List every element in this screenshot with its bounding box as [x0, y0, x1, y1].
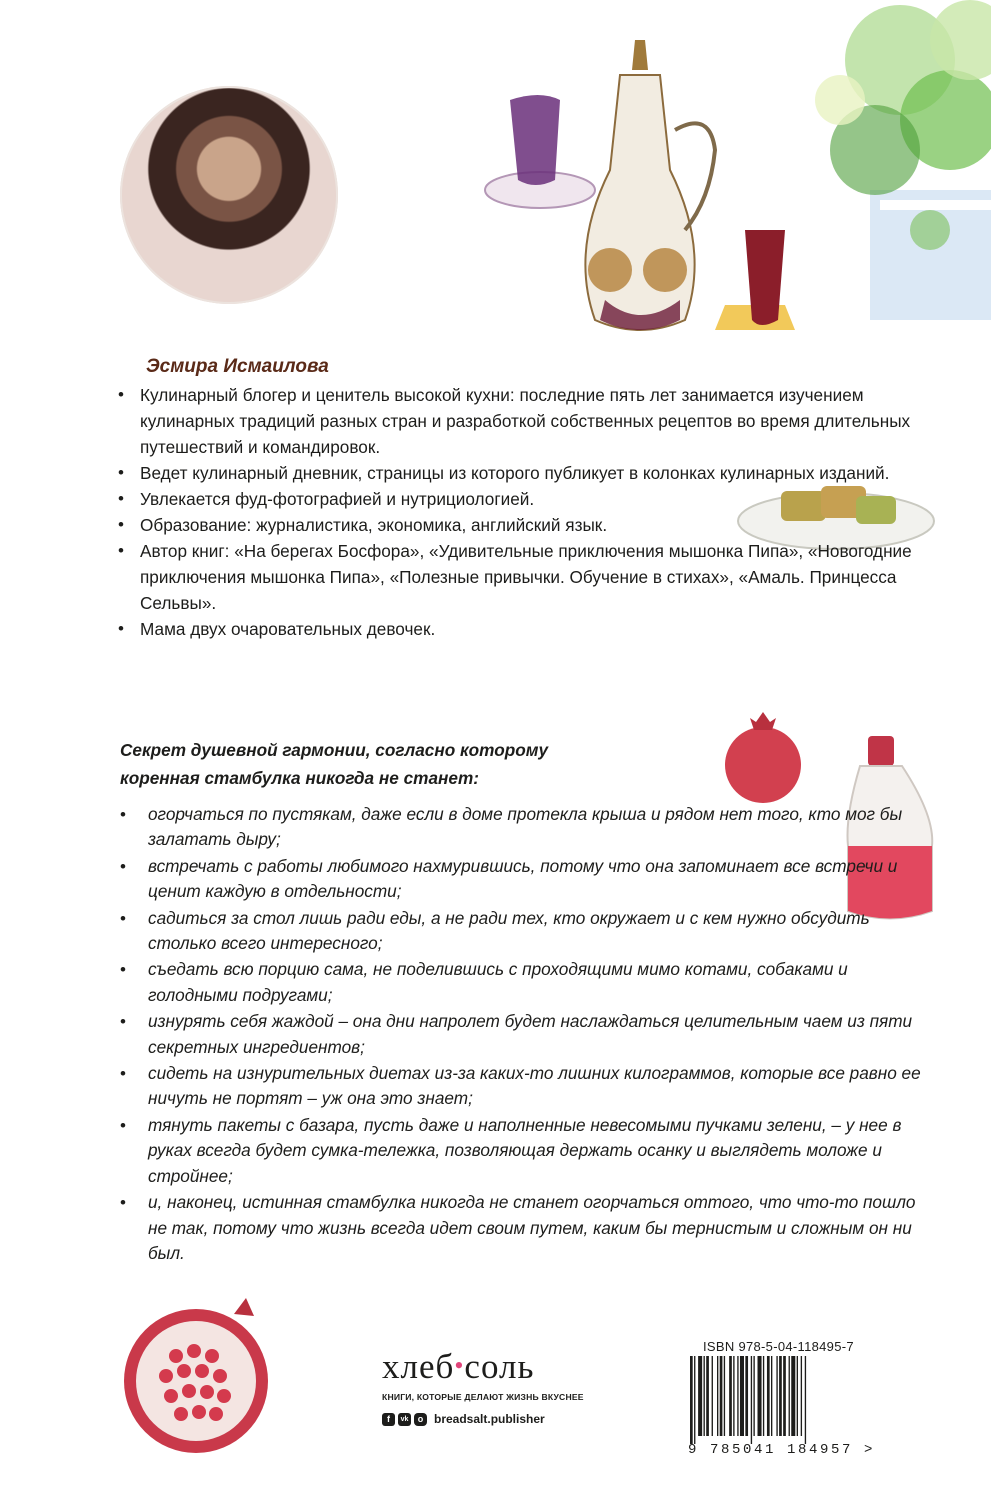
- barcode-bar: [720, 1356, 723, 1436]
- secret-heading: [120, 736, 680, 792]
- secret-heading-line: коренная стамбулка никогда не станет:: [120, 768, 479, 788]
- bio-item: • Увлекается фуд-фотографией и нутрициологией.: [118, 486, 938, 512]
- pomegranate-illustration: [718, 710, 808, 810]
- greenery-illustration: [780, 0, 991, 330]
- author-photo: [120, 86, 338, 304]
- barcode-bar: [717, 1356, 718, 1436]
- barcode-bar: [783, 1356, 786, 1436]
- barcode-bar: [789, 1356, 790, 1436]
- vk-icon: vk: [398, 1413, 411, 1426]
- barcode-digits: 9 785041 184957 >: [688, 1442, 876, 1458]
- barcode-bar: [763, 1356, 764, 1436]
- publisher-logo-dot: •: [454, 1351, 465, 1380]
- barcode-bar: [805, 1356, 806, 1444]
- barcode-bar: [690, 1356, 693, 1444]
- tea-set-illustration: [470, 30, 800, 350]
- barcode-bar: [740, 1356, 744, 1436]
- pomegranate-half-illustration: [116, 1296, 281, 1456]
- secret-item: • тянуть пакеты с базара, пусть даже и наполненные невесомыми пучками зелени, – у нее в руках всегда будет сумка-тележка, позволяющая держать осанку и выглядеть моложе и стройнее;: [118, 1113, 938, 1189]
- publisher-tagline: КНИГИ, КОТОРЫЕ ДЕЛАЮТ ЖИЗНЬ ВКУСНЕЕ: [382, 1392, 584, 1402]
- barcode-bar: [712, 1356, 713, 1436]
- barcode-bar: [737, 1356, 738, 1436]
- instagram-icon: o: [414, 1413, 427, 1426]
- author-name: Эсмира Исмаилова: [146, 356, 329, 377]
- social-row: [382, 1412, 545, 1426]
- barcode-bar: [704, 1356, 705, 1436]
- barcode-bar: [776, 1356, 777, 1436]
- publisher-logo-left: хлеб: [382, 1347, 455, 1386]
- facebook-icon: f: [382, 1413, 395, 1426]
- secret-item: • встречать с работы любимого нахмурившись, потому что она запоминает все встречи и ценит каждую в отдельности;: [118, 854, 938, 905]
- barcode-bar: [698, 1356, 702, 1436]
- bio-item: • Кулинарный блогер и ценитель высокой кухни: последние пять лет занимается изучением кулинарных традиций разных стран и разработкой собственных рецептов во время длительных путешествий и командировок.: [118, 382, 938, 460]
- bio-item: • Мама двух очаровательных девочек.: [118, 616, 938, 642]
- secret-item: • изнурять себя жаждой – она дни напролет будет наслаждаться целительным чаем из пяти секретных ингредиентов;: [118, 1009, 938, 1060]
- barcode-bar: [745, 1356, 748, 1436]
- bio-item: • Образование: журналистика, экономика, английский язык.: [118, 512, 938, 538]
- secret-item: • садиться за стол лишь ради еды, а не ради тех, кто окружает и с кем нужно обсудить столько всего интересного;: [118, 906, 938, 957]
- publisher-logo: [382, 1347, 534, 1387]
- secret-item: • огорчаться по пустякам, даже если в доме протекла крыша и рядом нет того, кто мог бы залатать дыру;: [118, 802, 938, 853]
- barcode-bar: [771, 1356, 772, 1436]
- publisher-logo-right: соль: [464, 1347, 535, 1386]
- barcode: [686, 1356, 872, 1444]
- barcode-bar: [751, 1356, 752, 1444]
- barcode-bar: [729, 1356, 732, 1436]
- secret-item: • и, наконец, истинная стамбулка никогда не станет огорчаться оттого, что что-то пошло не так, потому что жизнь всегда идет своим путем, каким бы тернистым и сложным он ни был.: [118, 1190, 938, 1266]
- barcode-bar: [753, 1356, 754, 1436]
- secret-list: [118, 802, 938, 1267]
- bio-item: • Ведет кулинарный дневник, страницы из которого публикует в колонках кулинарных изданий.: [118, 460, 938, 486]
- barcode-bar: [724, 1356, 725, 1436]
- barcode-bar: [706, 1356, 709, 1436]
- author-bio-list: [118, 382, 938, 642]
- barcode-bar: [791, 1356, 795, 1436]
- barcode-bar: [694, 1356, 695, 1444]
- barcode-bar: [779, 1356, 782, 1436]
- bio-item: • Автор книг: «На берегах Босфора», «Удивительные приключения мышонка Пипа», «Новогодние приключения мышонка Пипа», «Полезные привычки. Обучение в стихах», «Амаль. Принцесса Сельвы».: [118, 538, 938, 616]
- isbn-label: ISBN 978-5-04-118495-7: [703, 1339, 854, 1354]
- social-handle: breadsalt.publisher: [434, 1412, 545, 1426]
- barcode-bar: [801, 1356, 802, 1436]
- barcode-bar: [733, 1356, 734, 1436]
- secret-item: • сидеть на изнурительных диетах из-за каких-то лишних килограммов, которые все равно ее ничуть не портят – уж она это знает;: [118, 1061, 938, 1112]
- secret-item: • съедать всю порцию сама, не поделившись с проходящими мимо котами, собаками и голодными подругами;: [118, 957, 938, 1008]
- secret-heading-line: Секрет душевной гармонии, согласно которому: [120, 740, 549, 760]
- barcode-bar: [767, 1356, 770, 1436]
- barcode-bar: [758, 1356, 762, 1436]
- barcode-bar: [797, 1356, 798, 1436]
